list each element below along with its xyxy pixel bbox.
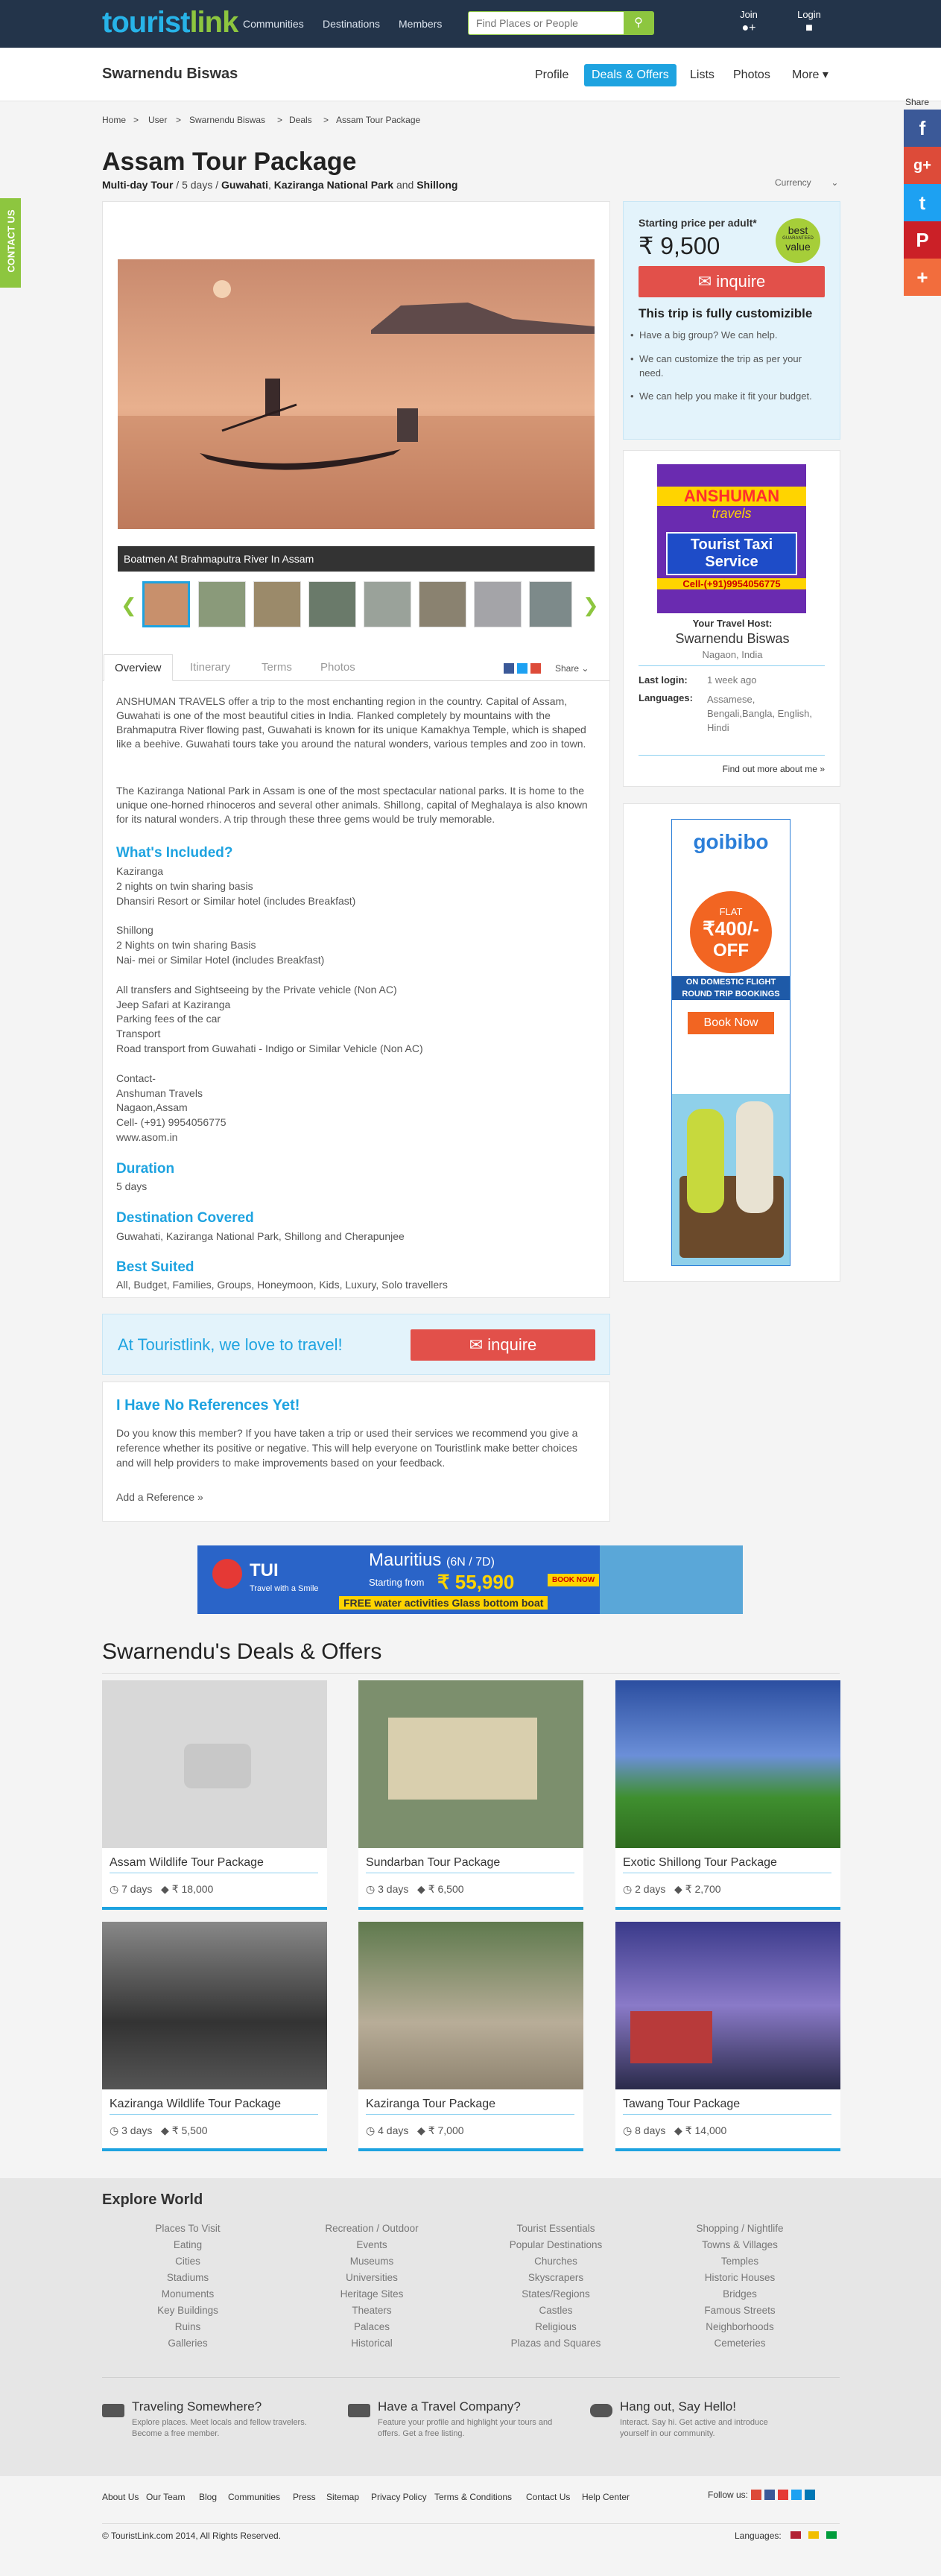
footer-link[interactable]: Press <box>293 2492 316 2502</box>
explore-link[interactable]: Bridges <box>723 2288 757 2300</box>
footer-link[interactable]: Sitemap <box>326 2492 360 2502</box>
price-value: ₹ 9,500 <box>639 232 720 259</box>
profile-header <box>0 48 941 101</box>
banner-beach-image <box>600 1545 743 1614</box>
breadcrumb-separator: > <box>323 115 329 125</box>
deal-price: ₹ 14,000 <box>685 2124 727 2136</box>
deal-title: Sundarban Tour Package <box>366 1856 501 1869</box>
promo-title[interactable]: Have a Travel Company? <box>378 2399 521 2414</box>
included-line: Parking fees of the car <box>116 1013 221 1025</box>
duration-value: 5 days <box>116 1180 148 1192</box>
login-label: Login <box>797 9 821 20</box>
tab-profile[interactable]: Profile <box>535 69 569 81</box>
deal-image-placeholder <box>102 1680 327 1848</box>
host-card <box>623 450 840 787</box>
tab-itinerary[interactable]: Itinerary <box>190 661 231 674</box>
explore-column <box>286 2221 457 2352</box>
breadcrumb-separator: > <box>277 115 283 125</box>
banner-text: FREE water activities Glass bottom boat <box>339 1596 548 1610</box>
explore-column <box>102 2221 273 2352</box>
linkedin-icon[interactable] <box>805 2490 815 2500</box>
host-label: Your Travel Host: <box>692 618 773 629</box>
gallery-main-photo[interactable] <box>118 259 595 529</box>
tab-more-label: More <box>792 69 820 81</box>
tab-photos[interactable]: Photos <box>320 661 355 674</box>
tag-icon: ◆ <box>674 1883 682 1895</box>
overview-paragraph: ANSHUMAN TRAVELS offer a trip to the most enchanting region in the country. Capital of Assam, Guwahati is one of the most beautiful cities in India. Flanked completely by mountains with the Brahmaputra River flowing past, Guwahati is known for its unique Kamakhya Temple, which is shaped like a beehive. Guwahati tours take you around the natural wonders, various temples and zoo in town. <box>116 695 586 750</box>
included-line: Cell- (+91) 9954056775 <box>116 1116 226 1129</box>
thumbnail[interactable] <box>198 581 246 627</box>
price-bullet: • Have a big group? We can help. <box>639 328 818 342</box>
deal-title: Kaziranga Tour Package <box>366 2098 496 2110</box>
deal-title: Kaziranga Wildlife Tour Package <box>110 2098 282 2110</box>
twitter-icon[interactable] <box>517 663 527 674</box>
join-button[interactable] <box>726 9 771 35</box>
deal-image <box>358 1680 583 1848</box>
footer-link[interactable]: Contact Us <box>526 2492 571 2502</box>
ad-text: ₹400/- <box>703 917 759 940</box>
host-logo-text: Cell-(+91)9954056775 <box>657 578 806 589</box>
references-text: Do you know this member? If you have taken a trip or used their services we recommend you give a reference whether its positive or negative. This will help everyone on Touristlink make better choices and will help providers to make improvements based on your feedback. <box>116 1427 578 1469</box>
es-flag-icon[interactable] <box>808 2531 819 2539</box>
deal-title: Assam Wildlife Tour Package <box>110 1856 264 1869</box>
tab-overview[interactable]: Overview <box>104 654 173 681</box>
logo-text-b: link <box>189 6 238 39</box>
languages-label: Languages: <box>639 692 693 703</box>
best-value-badge <box>776 218 820 263</box>
footer-link[interactable]: About Us <box>102 2492 139 2502</box>
last-login-value: 1 week ago <box>707 674 757 686</box>
nav-communities[interactable]: Communities <box>243 18 304 30</box>
included-line: Dhansiri Resort or Similar hotel (includes Breakfast) <box>116 894 356 907</box>
deal-meta <box>623 1883 721 1896</box>
languages-value: Assamese, Bengali,Bangla, English, Hindi <box>707 694 812 733</box>
footer-link[interactable]: Our Team <box>146 2492 186 2502</box>
inquire-button[interactable] <box>411 1329 595 1361</box>
nav-destinations[interactable]: Destinations <box>323 18 381 30</box>
inquire-button-label: inquire <box>487 1335 537 1354</box>
included-line: 2 nights on twin sharing basis <box>116 879 253 892</box>
thumbnail[interactable] <box>419 581 466 627</box>
deal-days: 7 days <box>121 1883 153 1895</box>
included-spacer <box>116 1057 593 1072</box>
explore-link[interactable]: Theaters <box>352 2305 392 2316</box>
promo-text: Feature your profile and highlight your tours and offers. Get a free listing. <box>378 2418 553 2438</box>
references-title: I Have No References Yet! <box>116 1397 300 1414</box>
breadcrumb-home[interactable]: Home <box>102 115 127 125</box>
inquire-bar-text: At Touristlink, we love to travel! <box>118 1335 343 1354</box>
clock-icon: ◷ <box>366 1883 376 1895</box>
included-line: All transfers and Sightseeing by the Private vehicle (Non AC) <box>116 983 397 996</box>
references-card <box>102 1382 610 1522</box>
search-box <box>468 11 654 35</box>
included-line: Nai- mei or Similar Hotel (includes Breakfast) <box>116 953 325 966</box>
ad-text: OFF <box>713 940 749 961</box>
explore-link[interactable]: Tourist Essentials <box>516 2223 595 2234</box>
tag-icon: ◆ <box>417 1883 425 1895</box>
share-dropdown-label: Share <box>555 663 580 674</box>
deal-days: 8 days <box>635 2124 666 2136</box>
explore-column <box>654 2221 826 2352</box>
destination-heading: Destination Covered <box>116 1210 254 1226</box>
gallery-caption: Boatmen At Brahmaputra River In Assam <box>118 546 595 572</box>
breadcrumb-deals[interactable]: Deals <box>289 115 312 125</box>
thumbnail[interactable] <box>474 581 522 627</box>
divider <box>639 665 825 666</box>
included-spacer <box>116 968 593 983</box>
tab-more[interactable] <box>785 64 836 86</box>
overview-paragraph: The Kaziranga National Park in Assam is one of the most spectacular national parks. It is home to the unique one-horned rhinoceros and several other animals. Shillong, capital of Meghalaya is also known for its natural wonders. A trip through these three gems would be truly memorable. <box>116 785 588 825</box>
explore-link[interactable]: Heritage Sites <box>340 2288 404 2300</box>
briefcase-icon <box>348 2404 370 2417</box>
contact-us-tab[interactable] <box>0 198 21 288</box>
explore-link[interactable]: Cities <box>175 2256 200 2267</box>
explore-link[interactable]: Museums <box>349 2256 394 2267</box>
facebook-icon[interactable] <box>764 2490 775 2500</box>
footer-link[interactable]: Blog <box>199 2492 218 2502</box>
deal-card[interactable] <box>615 1922 840 2151</box>
included-list <box>116 864 593 1145</box>
currency-select[interactable] <box>775 177 838 188</box>
explore-link[interactable]: Recreation / Outdoor <box>325 2223 419 2234</box>
included-line: Transport <box>116 1028 161 1040</box>
camera-icon <box>102 2404 124 2417</box>
included-heading: What's Included? <box>116 845 233 861</box>
explore-link[interactable]: Universities <box>346 2272 398 2283</box>
google-plus-icon[interactable] <box>530 663 541 674</box>
inquire-button-label: inquire <box>716 272 766 291</box>
inquire-button[interactable] <box>639 266 825 297</box>
thumbnail[interactable] <box>364 581 411 627</box>
pinterest-share-icon[interactable]: P <box>904 221 941 259</box>
chat-icon <box>590 2404 612 2417</box>
sunset-river-image <box>118 259 595 529</box>
breadcrumb-separator: > <box>176 115 182 125</box>
chevron-down-icon: ⌄ <box>581 663 589 674</box>
inquire-bar <box>102 1314 610 1375</box>
explore-link[interactable]: Churches <box>534 2256 577 2267</box>
explore-link[interactable]: Castles <box>539 2305 573 2316</box>
deal-meta <box>110 2124 208 2137</box>
explore-link[interactable]: Shopping / Nightlife <box>696 2223 784 2234</box>
explore-link[interactable]: Towns & Villages <box>702 2239 778 2250</box>
deal-price: ₹ 2,700 <box>685 1883 721 1895</box>
tab-deals-offers[interactable]: Deals & Offers <box>584 64 677 86</box>
tour-type: Multi-day Tour <box>102 179 174 191</box>
clock-icon: ◷ <box>110 2124 119 2136</box>
deal-title: Exotic Shillong Tour Package <box>623 1856 777 1869</box>
tab-photos[interactable]: Photos <box>733 69 770 81</box>
place-link[interactable]: Kaziranga National Park <box>273 179 394 191</box>
ad-brand: goibibo <box>693 830 769 853</box>
banner-destination <box>369 1550 495 1571</box>
breadcrumb-current: Assam Tour Package <box>336 115 421 125</box>
host-logo-text: Tourist Taxi Service <box>666 532 797 575</box>
join-label: Join <box>740 9 758 20</box>
explore-link[interactable]: Neighborhoods <box>706 2321 774 2332</box>
follow-label: Follow us: <box>708 2490 749 2500</box>
explore-link[interactable]: Events <box>356 2239 387 2250</box>
deal-card[interactable] <box>358 1680 583 1910</box>
footer-link[interactable]: Privacy Policy <box>371 2492 427 2502</box>
deal-meta <box>110 1883 213 1896</box>
deal-price: ₹ 5,500 <box>171 2124 208 2136</box>
deal-meta <box>623 2124 726 2137</box>
deal-image <box>615 1680 840 1848</box>
page-title: Assam Tour Package <box>102 148 357 176</box>
explore-link[interactable]: Plazas and Squares <box>510 2338 601 2349</box>
clock-icon: ◷ <box>623 1883 633 1895</box>
tab-terms[interactable]: Terms <box>262 661 292 674</box>
share-dropdown[interactable] <box>555 663 589 674</box>
tag-icon: ◆ <box>161 1883 169 1895</box>
host-logo-text: travels <box>712 506 752 521</box>
thumbnail[interactable] <box>529 581 572 627</box>
banner-brand: TUI <box>250 1560 279 1580</box>
clock-icon: ◷ <box>366 2124 376 2136</box>
explore-link[interactable]: Religious <box>535 2321 577 2332</box>
languages-label: Languages: <box>735 2531 782 2541</box>
explore-link[interactable]: Cemeteries <box>714 2338 766 2349</box>
breadcrumb-user[interactable]: User <box>148 115 168 125</box>
deal-card[interactable] <box>102 1680 327 1910</box>
banner-text: (6N / 7D) <box>446 1556 495 1569</box>
duration-heading: Duration <box>116 1161 175 1177</box>
deal-card[interactable] <box>615 1680 840 1910</box>
br-flag-icon[interactable] <box>826 2531 837 2539</box>
thumbnail[interactable] <box>253 581 301 627</box>
included-line: Shillong <box>116 924 153 937</box>
explore-link[interactable]: Galleries <box>168 2338 208 2349</box>
share-label: Share <box>905 97 930 107</box>
explore-link[interactable]: Key Buildings <box>157 2305 218 2316</box>
included-line: Road transport from Guwahati - Indigo or Similar Vehicle (Non AC) <box>116 1042 423 1054</box>
search-icon[interactable]: ⚲ <box>624 12 653 34</box>
promo-title[interactable]: Hang out, Say Hello! <box>620 2399 736 2414</box>
facebook-icon[interactable] <box>504 663 514 674</box>
deal-meta <box>366 1883 464 1896</box>
explore-link[interactable]: Famous Streets <box>704 2305 776 2316</box>
profile-name: Swarnendu Biswas <box>102 66 238 82</box>
deal-price: ₹ 18,000 <box>171 1883 214 1895</box>
deal-meta <box>366 2124 464 2137</box>
pinterest-icon[interactable] <box>778 2490 788 2500</box>
deal-days: 3 days <box>121 2124 153 2136</box>
clock-icon: ◷ <box>110 1883 119 1895</box>
tui-banner[interactable] <box>197 1545 743 1614</box>
tab-lists[interactable]: Lists <box>690 69 715 81</box>
included-line: Anshuman Travels <box>116 1086 203 1099</box>
suited-heading: Best Suited <box>116 1259 194 1275</box>
meta-and: and <box>396 179 414 191</box>
last-login-label: Last login: <box>639 674 688 686</box>
ad-text: ON DOMESTIC FLIGHT <box>672 976 790 988</box>
chevron-down-icon: ▾ <box>822 69 828 81</box>
us-flag-icon[interactable] <box>790 2531 801 2539</box>
contact-us-label: CONTACT US <box>5 209 17 273</box>
explore-link[interactable]: Popular Destinations <box>509 2239 603 2250</box>
divider <box>102 2377 840 2378</box>
included-line[interactable]: www.asom.in <box>116 1130 178 1143</box>
host-logo-text: ANSHUMAN <box>657 487 806 506</box>
ad-book-button: Book Now <box>688 1012 774 1034</box>
ad-offer-circle <box>690 891 772 973</box>
customizable-title: This trip is fully customizible <box>639 306 813 320</box>
copyright: © TouristLink.com 2014, All Rights Reserved. <box>102 2531 282 2541</box>
ad-creative <box>671 819 790 1266</box>
breadcrumb-member[interactable]: Swarnendu Biswas <box>189 115 266 125</box>
footer-link[interactable]: Help Center <box>582 2492 630 2502</box>
deal-price: ₹ 6,500 <box>428 1883 464 1895</box>
divider <box>639 755 825 756</box>
explore-link[interactable]: Palaces <box>353 2321 390 2332</box>
banner-tagline: Travel with a Smile <box>250 1584 319 1593</box>
included-spacer <box>116 908 593 923</box>
ad-people-image <box>672 1094 790 1265</box>
twitter-icon[interactable] <box>791 2490 802 2500</box>
chevron-down-icon: ⌄ <box>831 177 839 188</box>
footer-link[interactable]: Terms & Conditions <box>434 2492 513 2502</box>
gallery-prev-icon[interactable]: ❮ <box>121 594 137 616</box>
ad-text: FLAT <box>719 906 743 917</box>
explore-link[interactable]: Stadiums <box>166 2272 209 2283</box>
promo-text: Explore places. Meet locals and fellow travelers. Become a free member. <box>132 2418 307 2438</box>
deal-title: Tawang Tour Package <box>623 2098 741 2110</box>
footer-link[interactable]: Communities <box>228 2492 281 2502</box>
mail-icon: ✉ <box>697 272 712 291</box>
explore-link[interactable]: Temples <box>720 2256 759 2267</box>
explore-link[interactable]: Monuments <box>161 2288 215 2300</box>
divider <box>102 1673 840 1674</box>
search-input[interactable] <box>469 12 624 34</box>
more-share-icon[interactable]: + <box>904 259 941 296</box>
badge-text: best <box>788 224 808 236</box>
tui-logo-icon <box>212 1559 242 1589</box>
destination-value: Guwahati, Kaziranga National Park, Shillong and Cherapunjee <box>116 1230 405 1242</box>
thumbnail[interactable] <box>308 581 356 627</box>
twitter-share-icon[interactable]: t <box>904 184 941 221</box>
place-link[interactable]: Guwahati <box>221 179 269 191</box>
badge-text: GUARANTEED <box>782 236 814 241</box>
tag-icon: ◆ <box>674 2124 682 2136</box>
explore-link[interactable]: Skyscrapers <box>527 2272 584 2283</box>
login-button[interactable] <box>787 9 831 35</box>
google-plus-share-icon[interactable]: g+ <box>904 147 941 184</box>
banner-book-button: BOOK NOW <box>548 1574 599 1586</box>
host-more-link[interactable]: Find out more about me » <box>722 764 825 774</box>
explore-title: Explore World <box>102 2192 203 2208</box>
included-line: Contact- <box>116 1072 156 1084</box>
deal-price: ₹ 7,000 <box>428 2124 464 2136</box>
tour-meta: Multi-day Tour / 5 days / Guwahati, Kaziranga National Park and Shillong <box>102 179 458 191</box>
included-line: Kaziranga <box>116 865 164 877</box>
thumbnail[interactable] <box>142 581 190 627</box>
deal-image <box>358 1922 583 2089</box>
nav-members[interactable]: Members <box>399 18 443 30</box>
deal-card[interactable] <box>102 1922 327 2151</box>
banner-price: ₹ 55,990 <box>437 1571 515 1593</box>
host-name[interactable]: Swarnendu Biswas <box>675 631 790 646</box>
user-add-icon: ●+ <box>741 22 756 34</box>
google-plus-icon[interactable] <box>751 2490 761 2500</box>
facebook-share-icon[interactable]: f <box>904 110 941 147</box>
deal-days: 4 days <box>378 2124 409 2136</box>
place-link[interactable]: Shillong <box>416 179 458 191</box>
host-location: Nagaon, India <box>702 649 763 660</box>
price-box <box>623 201 840 440</box>
deal-days: 3 days <box>378 1883 409 1895</box>
included-line: 2 Nights on twin sharing Basis <box>116 939 256 952</box>
logo[interactable] <box>102 6 238 39</box>
deal-card[interactable] <box>358 1922 583 2151</box>
deal-days: 2 days <box>635 1883 666 1895</box>
logo-text-a: tourist <box>102 6 190 39</box>
deal-image <box>102 1922 327 2089</box>
goibibo-ad[interactable] <box>623 803 840 1282</box>
gallery-next-icon[interactable]: ❯ <box>583 594 599 616</box>
meta-separator: / <box>215 179 219 191</box>
included-line: Jeep Safari at Kaziranga <box>116 998 231 1010</box>
explore-link[interactable]: States/Regions <box>522 2288 590 2300</box>
breadcrumb-separator: > <box>133 115 139 125</box>
suited-value: All, Budget, Families, Groups, Honeymoon, Kids, Luxury, Solo travellers <box>116 1279 448 1291</box>
deals-title: Swarnendu's Deals & Offers <box>102 1639 382 1664</box>
add-reference-link[interactable]: Add a Reference » <box>116 1491 203 1503</box>
price-bullet: • We can customize the trip as per your need. <box>639 352 818 380</box>
explore-link[interactable]: Historic Houses <box>704 2272 776 2283</box>
divider <box>102 2523 840 2524</box>
tour-duration: 5 days <box>182 179 213 191</box>
explore-link[interactable]: Historical <box>351 2338 393 2349</box>
promo-title[interactable]: Traveling Somewhere? <box>132 2399 262 2414</box>
promo-text: Interact. Say hi. Get active and introduce yourself in our community. <box>620 2418 768 2438</box>
meta-separator: / <box>176 179 180 191</box>
included-line: Nagaon,Assam <box>116 1101 188 1114</box>
currency-label: Currency <box>775 177 811 188</box>
explore-link[interactable]: Eating <box>173 2239 203 2250</box>
tag-icon: ◆ <box>417 2124 425 2136</box>
banner-text: Mauritius <box>369 1550 442 1570</box>
explore-link[interactable]: Ruins <box>174 2321 201 2332</box>
banner-text: Starting from <box>369 1577 425 1588</box>
deal-image <box>615 1922 840 2089</box>
explore-column <box>470 2221 641 2352</box>
ad-text: ROUND TRIP BOOKINGS <box>672 988 790 1000</box>
badge-text: value <box>785 241 811 253</box>
clock-icon: ◷ <box>623 2124 633 2136</box>
lock-icon: ■ <box>805 22 813 34</box>
explore-link[interactable]: Places To Visit <box>155 2223 221 2234</box>
price-label: Starting price per adult* <box>639 217 757 229</box>
top-bar <box>0 0 941 48</box>
tag-icon: ◆ <box>161 2124 169 2136</box>
host-logo[interactable] <box>657 464 806 613</box>
mail-icon: ✉ <box>469 1335 484 1354</box>
price-bullet: • We can help you make it fit your budget. <box>639 389 818 403</box>
